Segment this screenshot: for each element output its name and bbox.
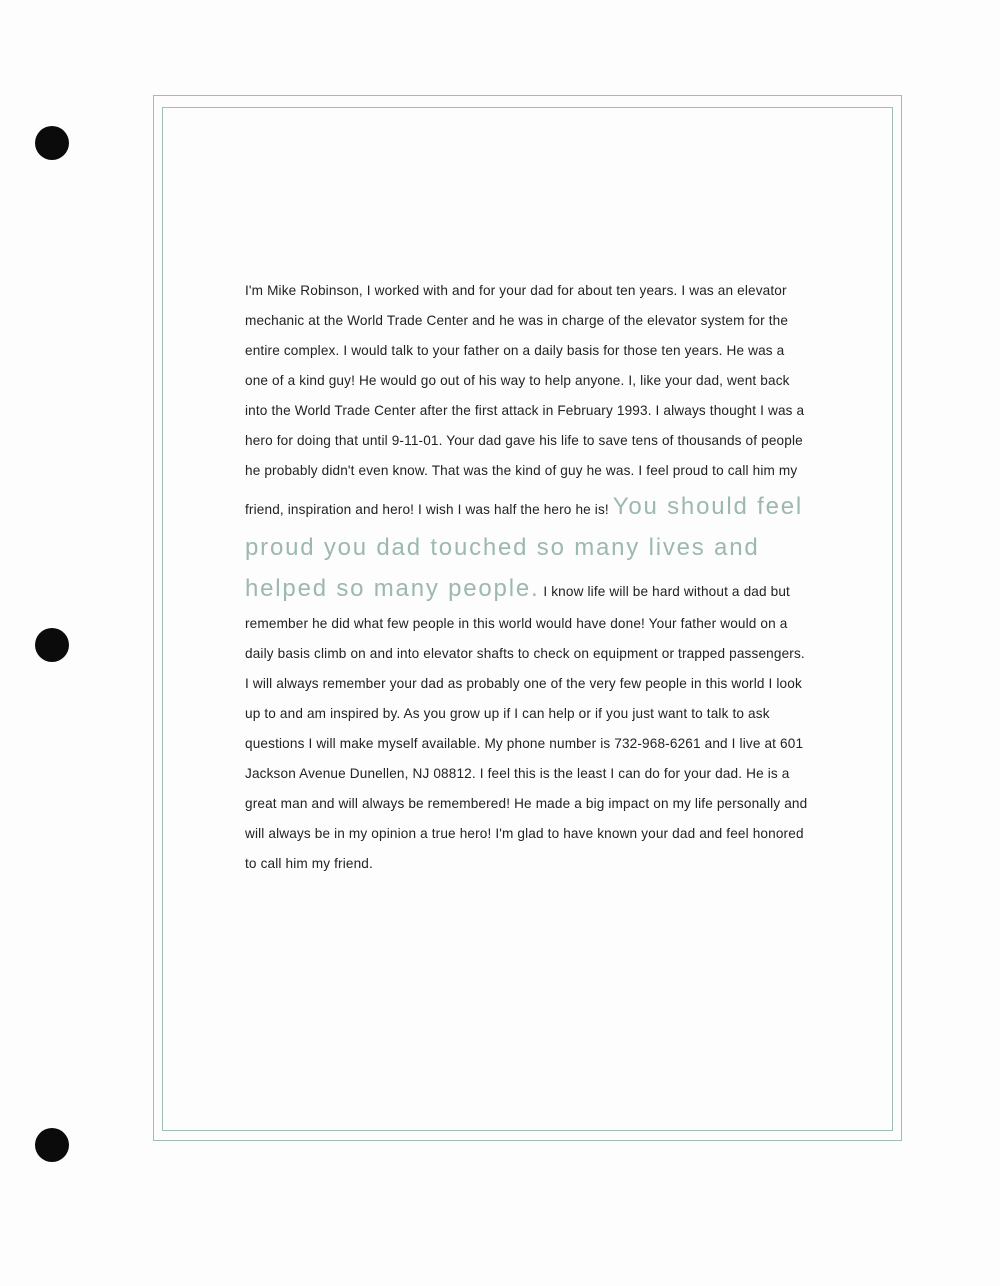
letter-body	[245, 276, 811, 879]
pull-quote: You should feel proud you dad touched so many lives and helped so many people.	[245, 493, 804, 602]
binder-hole-top	[35, 126, 69, 160]
letter-intro: I'm Mike Robinson, I worked with and for your dad for about ten years. I was an elevator mechanic at the World Trade Center and he was in charge of the elevator system for the entire complex. I would talk to your father on a daily basis for those ten years. He was a one of a kind guy! He would go out of his way to help anyone. I, like your dad, went back into the World Trade Center after the first attack in February 1993. I always thought I was a hero for doing that until 9-11-01. Your dad gave his life to save tens of thousands of people he probably didn't even know. That was the kind of guy he was. I feel proud to call him my friend, inspiration and hero! I wish I was half the hero he is!	[245, 283, 805, 517]
binder-hole-middle	[35, 628, 69, 662]
letter-closing: I know life will be hard without a dad but remember he did what few people in this world would have done! Your father would on a daily basis climb on and into elevator shafts to check on equipment or trapped passengers. I will always remember your dad as probably one of the very few people in this world I look up to and am inspired by. As you grow up if I can help or if you just want to talk to ask questions I will make myself available. My phone number is 732-968-6261 and I live at 601 Jackson Avenue Dunellen, NJ 08812. I feel this is the least I can do for your dad. He is a great man and will always be remembered! He made a big impact on my life personally and will always be in my opinion a true hero! I'm glad to have known your dad and feel honored to call him my friend.	[245, 584, 808, 871]
binder-hole-bottom	[35, 1128, 69, 1162]
